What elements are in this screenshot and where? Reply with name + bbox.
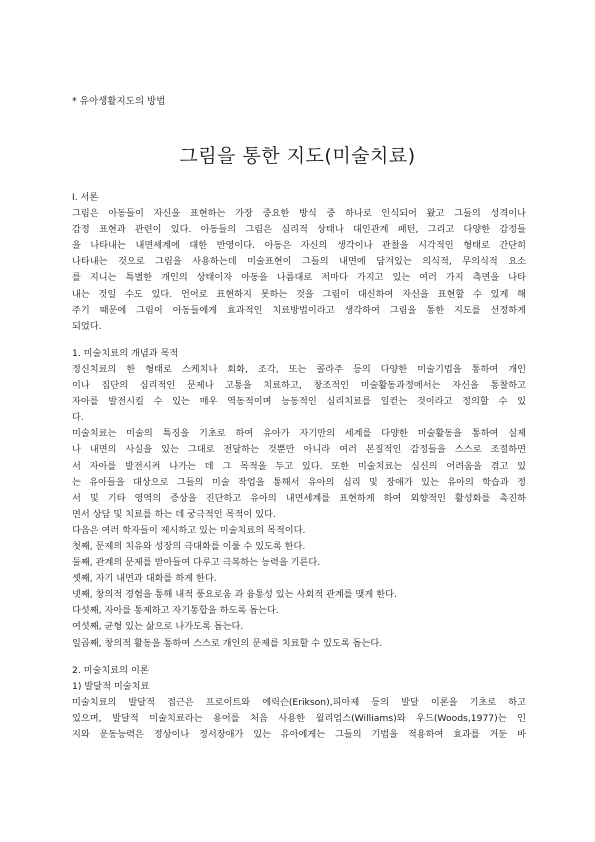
paragraph-line: 있으며, 발달적 미술치료라는 용어를 처음 사용한 윌리엄스(Williams)와 우드(Woods,1977)는 인 — [72, 712, 526, 724]
paragraph-line: 여섯째, 균형 있는 삶으로 나가도록 돕는다. — [72, 621, 244, 633]
paragraph-line: 셋째, 자기 내면과 대화를 하게 한다. — [72, 573, 217, 585]
paragraph-line: 미술치료는 미술의 특징을 기초로 하여 유아가 자기만의 세계를 다양한 미술활동을 통하여 실제 — [72, 428, 526, 440]
page-title: 그림을 통한 지도(미술치료) — [179, 145, 416, 167]
paragraph-line: 나 내면의 사실을 있는 그대로 전달하는 것뿐만 아니라 여러 본질적인 감정들을 스스로 조절하면 — [72, 444, 526, 456]
paragraph-line: 둘째, 관계의 문제를 받아들여 다루고 극복하는 능력을 기른다. — [72, 557, 321, 569]
paragraph-line: 를 지니는 특별한 개인의 상태이자 아동을 나름대로 저마다 가지고 있는 여러 가지 측면을 나타 — [72, 272, 526, 284]
paragraph-line: 내는 것일 수도 있다. 언어로 표현하지 못하는 것을 그림이 대신하여 자신을 표현할 수 있게 해 — [72, 288, 526, 300]
paragraph-line: 다음은 여러 학자들이 제시하고 있는 미술치료의 목적이다. — [72, 524, 306, 536]
paragraph-line: 나타내는 것으로 그림을 사용하는데 미술표현이 그들의 내면에 담겨있는 의식적, 무의식적 요소 — [72, 256, 526, 268]
paragraph-line: 감정 표현과 관련이 있다. 아동들의 그림은 심리적 상태나 대인관계 패턴, 그리고 다양한 감정들 — [72, 224, 526, 236]
header-note: * 유아생활지도의 방법 — [72, 96, 166, 107]
section-gap — [72, 652, 526, 663]
paragraph-line: 되었다. — [72, 320, 102, 332]
document-body — [72, 190, 526, 743]
paragraph-line: 자아를 발전시킬 수 있는 매우 역동적이며 능동적인 심리치료를 일컫는 것이라고 정의할 수 있 — [72, 396, 526, 408]
paragraph-line: 을 나타내는 내면세계에 대한 반영이다. 아동은 자신의 생각이나 관찰을 시각적인 형태로 간단히 — [72, 240, 526, 252]
paragraph-line: 다. — [72, 412, 84, 424]
paragraph-line: 주기 때문에 그림이 아동들에게 효과적인 치료방법이라고 생각하여 그림을 통한 지도를 선정하게 — [72, 304, 526, 316]
paragraph-line: 미술치료의 발달적 접근은 프로이트와 에릭슨(Erikson),피아제 등의 발달 이론을 기초로 하고 — [72, 696, 526, 708]
paragraph-line: 넷째, 창의적 경험을 통해 내적 풍요로움 과 융통성 있는 사회적 관계를 맺게 한다. — [72, 589, 397, 601]
paragraph-line: 1) 발달적 미술치료 — [72, 680, 150, 692]
paragraph-line: 이나 집단의 심리적인 문제나 고통을 치료하고, 창조적인 미술활동과정에서는 자신을 통찰하고 — [72, 380, 526, 392]
paragraph-line: 첫째, 문제의 치유와 성장의 극대화를 이룰 수 있도록 한다. — [72, 540, 306, 552]
section-gap — [72, 335, 526, 346]
paragraph-line: 정신치료의 한 형태로 스케치나 회화, 조각, 또는 콜라주 등의 다양한 미술기법을 통하여 개인 — [72, 363, 526, 375]
section-heading: 1. 미술치료의 개념과 목적 — [72, 347, 179, 359]
section-heading: Ⅰ. 서론 — [72, 192, 99, 203]
paragraph-line: 일곱째, 창의적 활동을 통하여 스스로 개인의 문제를 치료할 수 있도록 돕는다. — [72, 637, 383, 649]
paragraph-line: 다섯째, 자아를 통제하고 자기통합을 하도록 돕는다. — [72, 605, 279, 617]
section-heading: 2. 미술치료의 이론 — [72, 664, 149, 676]
paragraph-line: 서 및 기타 영역의 증상을 진단하고 유아의 내면세계를 표현하게 하여 외향적인 활성화를 촉진하 — [72, 492, 526, 504]
paragraph-line: 면서 상담 및 치료를 하는 데 궁극적인 목적이 있다. — [72, 508, 276, 520]
paragraph-line: 서 자아를 발전시켜 나가는 데 그 목적을 두고 있다. 또한 미술치료는 심신의 어려움을 겪고 있 — [72, 460, 526, 472]
paragraph-line: 지와 운동능력은 정상이나 정서장애가 있는 유아에게는 그들의 기법을 적용하여 효과를 거둔 바 — [72, 729, 526, 740]
paragraph-line: 는 유아들을 대상으로 그들의 미술 작업을 통해서 유아의 심리 및 장애가 있는 유아의 학습과 정 — [72, 476, 526, 488]
paragraph-line: 그림은 아동들이 자신을 표현하는 가장 중요한 방식 중 하나로 인식되어 왔고 그들의 성격이나 — [72, 208, 526, 220]
